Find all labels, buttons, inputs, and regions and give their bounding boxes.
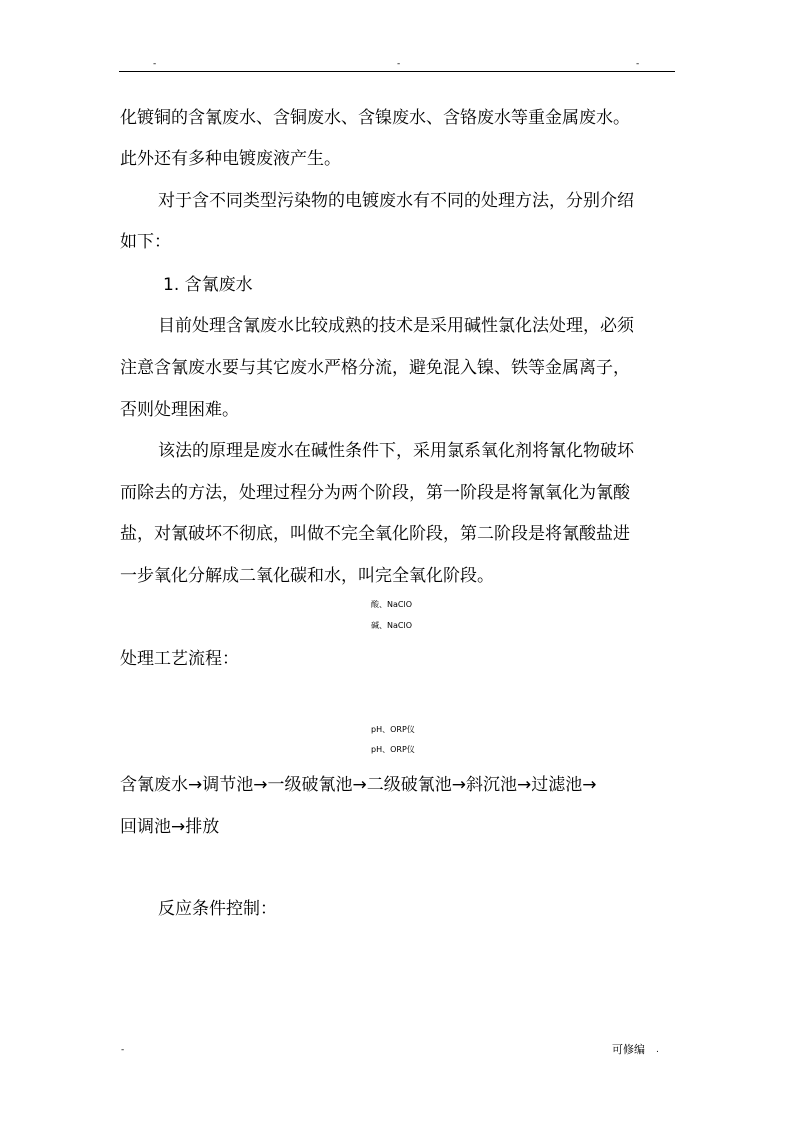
footer-text: 可修编 bbox=[612, 1043, 645, 1056]
reagent-note-acid: 酸、NaClO bbox=[371, 600, 412, 609]
paragraph-2-line-2: 如下： bbox=[120, 232, 171, 252]
process-flow-line-1: 含氰废水→调节池→一级破氰池→二级破氰池→斜沉池→过滤池→ bbox=[120, 775, 597, 795]
paragraph-4-line-3: 盐，对氰破坏不彻底，叫做不完全氧化阶段，第二阶段是将氰酸盐进 bbox=[120, 524, 630, 544]
paragraph-3-line-3: 否则处理困难。 bbox=[120, 400, 239, 420]
reagent-note-alkali: 碱、NaClO bbox=[371, 621, 412, 630]
section-heading: 1. 含氰废水 bbox=[163, 275, 253, 295]
paragraph-4-line-4: 一步氧化分解成二氧化碳和水，叫完全氧化阶段。 bbox=[120, 566, 494, 586]
header-mark-right: - bbox=[636, 59, 640, 69]
paragraph-1-line-1: 化镀铜的含氰废水、含铜废水、含镍废水、含铬废水等重金属废水。 bbox=[120, 108, 630, 128]
reaction-conditions-label: 反应条件控制： bbox=[158, 899, 277, 919]
instrument-note-2: pH、ORP仪 bbox=[371, 745, 415, 754]
header-mark-left: - bbox=[153, 59, 157, 69]
footer-dot: . bbox=[656, 1045, 659, 1055]
instrument-note-1: pH、ORP仪 bbox=[371, 725, 415, 734]
paragraph-2-line-1: 对于含不同类型污染物的电镀废水有不同的处理方法，分别介绍 bbox=[158, 191, 634, 211]
paragraph-4-line-1: 该法的原理是废水在碱性条件下，采用氯系氧化剂将氰化物破坏 bbox=[158, 441, 634, 461]
process-flow-line-2: 回调池→排放 bbox=[120, 817, 220, 837]
paragraph-3-line-2: 注意含氰废水要与其它废水严格分流，避免混入镍、铁等金属离子， bbox=[120, 358, 630, 378]
process-flow-label: 处理工艺流程： bbox=[120, 649, 239, 669]
header-rule bbox=[119, 71, 675, 72]
paragraph-1-line-2: 此外还有多种电镀废液产生。 bbox=[120, 149, 341, 169]
footer-mark: - bbox=[121, 1045, 125, 1055]
paragraph-4-line-2: 而除去的方法，处理过程分为两个阶段，第一阶段是将氰氧化为氰酸 bbox=[120, 483, 630, 503]
header-mark-center: - bbox=[397, 59, 401, 69]
paragraph-3-line-1: 目前处理含氰废水比较成熟的技术是采用碱性氯化法处理，必须 bbox=[158, 316, 634, 336]
